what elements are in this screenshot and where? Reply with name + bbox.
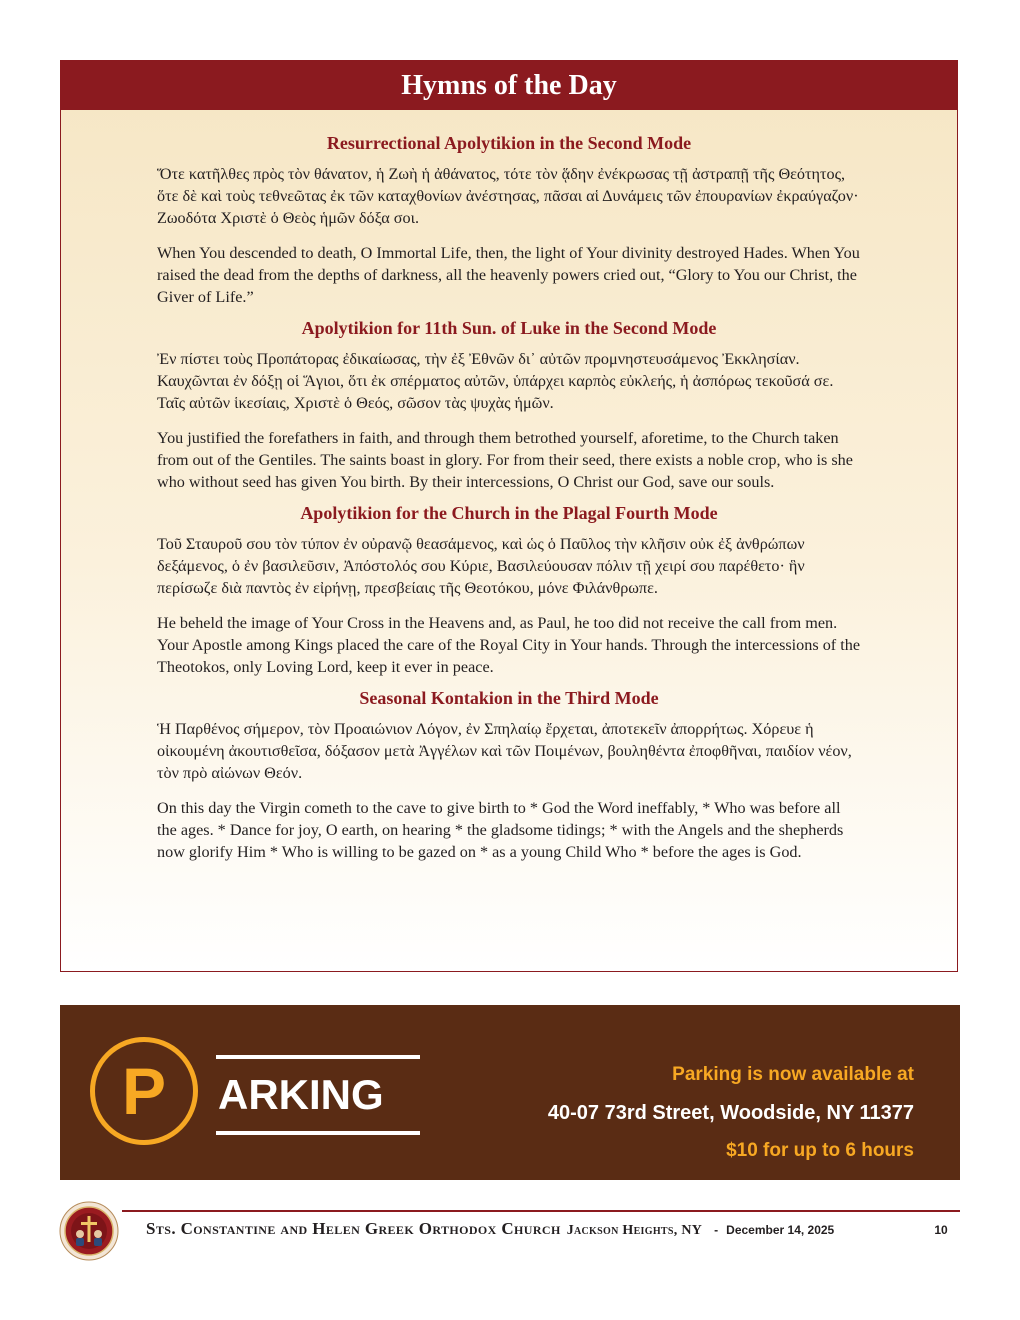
parking-p-icon (90, 1037, 198, 1145)
parking-info (548, 1063, 914, 1163)
hymn-english-text: When You descended to death, O Immortal Life, then, the light of Your divinity destroyed Hades. When You raised the dead from the depths of darkness, all the heavenly powers cried out, “Glory to You our Christ, the Giver of Life.” (157, 244, 860, 306)
footer (146, 1219, 834, 1245)
hymn-section (157, 502, 861, 678)
hymn-section (157, 687, 861, 863)
hymns-title-bar (61, 61, 957, 110)
hymn-section (157, 132, 861, 308)
bulletin-date: December 14, 2025 (726, 1223, 835, 1237)
footer-rule (122, 1210, 960, 1212)
parking-rule-top (216, 1055, 420, 1059)
hymn-english-text: You justified the forefathers in faith, and through them betrothed yourself, aforetime, to the Church taken from out of the Gentiles. The saints boast in glory. For from their seed, there exists a noble crop, who is she who without seed has given You birth. By their intercessions, O Christ our God, save our souls. (157, 429, 853, 491)
church-name: Sts. Constantine and Helen Greek Orthodox Church (146, 1219, 561, 1238)
parking-banner (60, 1005, 960, 1180)
hymn-title: Seasonal Kontakion in the Third Mode (359, 688, 659, 708)
hymns-body (61, 110, 957, 863)
hymn-english-text: He beheld the image of Your Cross in the Heavens and, as Paul, he too did not receive the call from men. Your Apostle among Kings placed the care of the Royal City in Your hands. Through the intercessions of the Theotokos, only Loving Lord, keep it ever in peace. (157, 614, 861, 676)
page-number: 10 (934, 1223, 948, 1237)
parking-rule-bottom (216, 1131, 420, 1135)
parking-price: $10 for up to 6 hours (726, 1140, 914, 1161)
hymn-greek-text: Ἡ Παρθένος σήμερον, τὸν Προαιώνιον Λόγον, ἐν Σπηλαίῳ ἔρχεται, ἀποτεκεῖν ἀπορρήτως. Χόρευε ἡ οἰκουμένη ἀκουτισθεῖσα, δόξασον μετὰ Ἀγγέλων καὶ τῶν Ποιμένων, βουληθέντα ἐποφθῆναι, παιδίον νέον, τὸν πρὸ αἰώνων Θεόν. (157, 720, 852, 782)
hymn-section (157, 317, 861, 493)
hymn-greek-text: Τοῦ Σταυροῦ σου τὸν τύπον ἐν οὐρανῷ θεασάμενος, καὶ ὡς ὁ Παῦλος τὴν κλῆσιν οὐκ ἐξ ἀνθρώπων δεξάμενος, ὁ ἐν βασιλεῦσιν, Ἀπόστολός σου Κύριε, Βασιλεύουσαν πόλιν τῇ χειρί σου παρέθετο· ἣν περίσωζε διὰ παντὸς ἐν εἰρήνῃ, πρεσβείαις τῆς Θεοτόκου, μόνε Φιλάνθρωπε. (157, 535, 805, 597)
hymn-title: Apolytikion for the Church in the Plagal Fourth Mode (300, 503, 718, 523)
church-seal-icon (59, 1201, 119, 1261)
parking-word: ARKING (218, 1071, 384, 1118)
church-location: Jackson Heights, NY (566, 1223, 703, 1238)
hymn-greek-text: Ὅτε κατῆλθες πρὸς τὸν θάνατον, ἡ Ζωὴ ἡ ἀθάνατος, τότε τὸν ᾅδην ἐνέκρωσας τῇ ἀστραπῇ τῆς Θεότητος, ὅτε δὲ καὶ τοὺς τεθνεῶτας ἐκ τῶν καταχθονίων ἀνέστησας, πᾶσαι αἱ Δυνάμεις τῶν ἐπουρανίων ἐκραύγαζον· Ζωοδότα Χριστὲ ὁ Θεὸς ἡμῶν δόξα σοι. (157, 165, 859, 227)
hymn-title: Resurrectional Apolytikion in the Second Mode (326, 133, 692, 153)
hymn-greek-text: Ἐν πίστει τοὺς Προπάτορας ἐδικαίωσας, τὴν ἐξ Ἐθνῶν δι᾽ αὐτῶν προμνηστευσάμενος Ἐκκλησίαν. Καυχῶνται ἐν δόξῃ οἱ Ἅγιοι, ὅτι ἐκ σπέρματος αὐτῶν, ὑπάρχει καρπὸς εὐκλεής, ἡ ἀσπόρως τεκοῦσά σε. Ταῖς αὐτῶν ἱκεσίαις, Χριστὲ ὁ Θεός, σῶσον τὰς ψυχὰς ἡμῶν. (157, 350, 834, 412)
hymn-english-text: On this day the Virgin cometh to the cave to give birth to * God the Word ineffably, * Who was before all the ages. * Dance for joy, O earth, on hearing * the gladsome tidings; * with the Angels and the shepherds now glorify Him * Who is willing to be gazed on * as a young Child Who * before the ages is God. (157, 799, 844, 861)
hymns-box (60, 60, 958, 972)
footer-separator: - (714, 1223, 719, 1237)
parking-address: 40-07 73rd Street, Woodside, NY 11377 (547, 1102, 914, 1124)
hymns-title: Hymns of the Day (401, 69, 617, 101)
parking-availability: Parking is now available at (672, 1064, 914, 1085)
hymn-title: Apolytikion for 11th Sun. of Luke in the Second Mode (301, 318, 717, 338)
parking-letter: P (121, 1054, 167, 1128)
